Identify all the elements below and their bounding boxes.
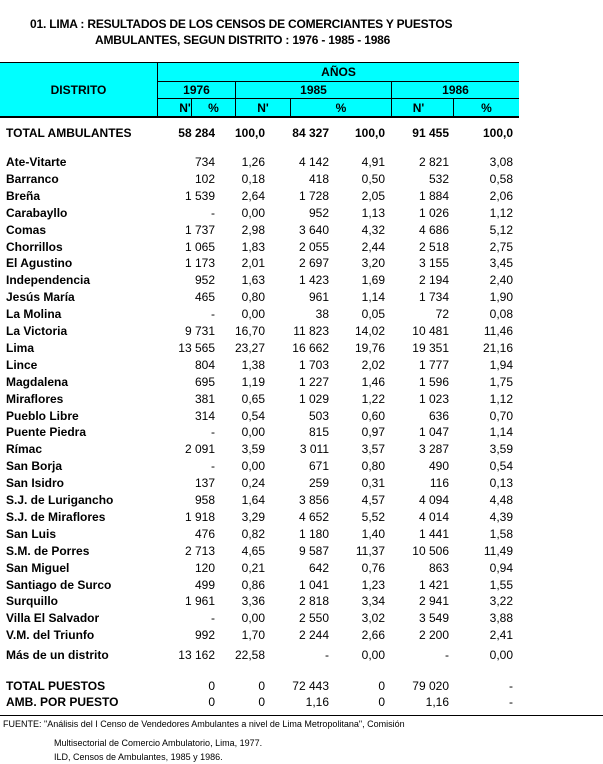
cell-num-1976: 958: [194, 493, 215, 507]
cell-pct-1976: 3,59: [241, 442, 265, 457]
cell-num-1986: 636: [428, 408, 449, 423]
cell-pct-1986: 0,00: [489, 648, 513, 662]
table-title-line-1: 01. LIMA : RESULTADOS DE LOS CENSOS DE COMERCIANTES Y PUESTOS: [30, 17, 453, 31]
cell-pct-1985: 1,23: [361, 577, 385, 592]
cell-num-1976: 476: [194, 526, 215, 541]
cell-num-1976: 1 737: [184, 222, 215, 237]
district-name: Surquillo: [6, 594, 58, 609]
district-name: Chorrillos: [6, 239, 63, 254]
table-row: [0, 593, 519, 610]
cell-pct-1985: 1,69: [361, 273, 385, 288]
cell-num-1976: 1 539: [184, 188, 215, 203]
cell-pct-1976: 1,26: [241, 155, 265, 169]
cell-num-1976: 0: [208, 695, 215, 709]
district-name: Independencia: [6, 273, 91, 288]
table-row: [0, 577, 519, 594]
cell-pct-1986: 0,13: [489, 476, 513, 491]
cell-num-1985: 11 823: [293, 324, 329, 338]
cell-num-1986: 2 194: [418, 273, 449, 288]
cell-num-1986: 2 941: [418, 594, 449, 609]
table-row: [0, 627, 519, 644]
cell-num-1976: 58 284: [178, 126, 215, 140]
cell-num-1986: 19 351: [412, 340, 449, 355]
district-name: Jesús María: [6, 290, 75, 305]
header-anos: AÑOS: [321, 65, 356, 79]
cell-pct-1986: 2,40: [489, 273, 513, 288]
cell-pct-1986: 3,45: [489, 256, 513, 271]
district-name: Magdalena: [6, 374, 69, 389]
header-pct-1985: %: [335, 101, 347, 115]
source-note-line-2: Multisectorial de Comercio Ambulatorio, Lima, 1977.: [54, 738, 263, 748]
mas-de-un-distrito-row: [0, 647, 519, 664]
cell-pct-1976: 3,36: [241, 594, 265, 609]
cell-num-1986: 1 596: [418, 374, 449, 389]
cell-pct-1976: 0,65: [241, 391, 265, 406]
cell-num-1976: 952: [194, 273, 215, 288]
cell-pct-1976: 1,38: [241, 357, 265, 372]
cell-num-1985: 4 142: [298, 155, 329, 169]
cell-num-1986: 10 481: [412, 324, 449, 338]
cell-pct-1986: 1,55: [489, 577, 513, 592]
cell-num-1986: -: [445, 648, 449, 662]
cell-num-1986: 10 506: [412, 543, 449, 558]
cell-num-1986: 1 734: [418, 290, 449, 305]
cell-pct-1976: 0,18: [241, 171, 265, 186]
table-row: [0, 357, 519, 374]
cell-num-1986: 72: [435, 307, 449, 322]
cell-num-1985: 1 423: [298, 273, 329, 288]
cell-pct-1986: -: [509, 679, 513, 693]
header-year-1976: 1976: [183, 83, 210, 97]
cell-pct-1986: 1,14: [489, 425, 513, 440]
district-name: Breña: [6, 188, 41, 203]
cell-pct-1976: 1,64: [241, 493, 265, 507]
cell-num-1976: 499: [194, 577, 215, 592]
district-name: Carabayllo: [6, 205, 68, 220]
cell-num-1985: 4 652: [298, 509, 329, 524]
cell-num-1986: 3 549: [418, 611, 449, 626]
district-name: San Isidro: [6, 476, 65, 491]
cell-pct-1985: 4,32: [361, 222, 385, 237]
district-name: Lince: [6, 357, 38, 372]
cell-pct-1976: 0,54: [241, 408, 265, 423]
cell-pct-1985: 3,20: [361, 256, 385, 271]
table-row: [0, 610, 519, 627]
cell-num-1985: 952: [308, 205, 329, 220]
cell-pct-1985: 1,22: [361, 391, 385, 406]
district-name: S.J. de Miraflores: [6, 509, 106, 524]
cell-num-1986: 1,16: [425, 695, 449, 709]
cell-num-1985: 2 244: [298, 628, 329, 643]
cell-num-1986: 1 441: [418, 526, 449, 541]
cell-pct-1985: 4,91: [361, 155, 385, 169]
table-row: [0, 509, 519, 526]
table-row: [0, 391, 519, 408]
cell-pct-1985: 4,57: [361, 493, 385, 507]
cell-pct-1986: 0,70: [489, 408, 513, 423]
source-note-line-3: ILD, Censos de Ambulantes, 1985 y 1986.: [54, 752, 223, 762]
cell-num-1985: 1 029: [298, 391, 329, 406]
cell-pct-1985: 0,60: [361, 408, 385, 423]
cell-num-1976: 137: [194, 476, 215, 491]
cell-pct-1985: 2,66: [361, 628, 385, 643]
cell-num-1976: 1 173: [184, 256, 215, 271]
cell-num-1985: 418: [308, 171, 329, 186]
table-row: [0, 340, 519, 357]
table-row: [0, 458, 519, 475]
footer-rule: [0, 715, 603, 716]
cell-pct-1986: 100,0: [482, 126, 513, 140]
cell-pct-1976: 0,24: [241, 476, 265, 491]
cell-num-1985: 16 662: [292, 340, 329, 355]
district-name: S.M. de Porres: [6, 543, 90, 558]
table-row: [0, 475, 519, 492]
cell-num-1986: 1 777: [418, 357, 449, 372]
table-title-line-2: AMBULANTES, SEGUN DISTRITO : 1976 - 1985 - 1986: [95, 33, 391, 47]
district-name: Lima: [6, 340, 35, 355]
cell-pct-1986: 3,59: [489, 442, 513, 457]
district-name: Puente Piedra: [6, 425, 87, 440]
cell-pct-1976: 0,80: [241, 290, 265, 305]
cell-num-1986: 863: [428, 560, 449, 575]
cell-num-1976: 465: [194, 290, 215, 305]
cell-num-1986: 1 884: [418, 188, 449, 203]
row-name: TOTAL PUESTOS: [6, 679, 106, 693]
cell-pct-1976: 2,64: [241, 188, 265, 203]
district-name: Comas: [6, 222, 47, 237]
header-pct-1976: %: [208, 101, 219, 115]
cell-pct-1976: 23,27: [234, 340, 265, 355]
cell-pct-1976: 1,19: [241, 374, 265, 389]
source-note-line-1: FUENTE: "Análisis del I Censo de Vendedores Ambulantes a nivel de Lima Metropolitana", Comisión: [3, 719, 405, 729]
cell-pct-1986: 0,08: [489, 307, 513, 322]
table-row: [0, 560, 519, 577]
cell-pct-1985: 0,76: [361, 560, 385, 575]
table-row: [0, 543, 519, 560]
cell-pct-1976: 100,0: [234, 126, 265, 140]
table-header: [0, 62, 519, 118]
cell-pct-1985: 0: [378, 679, 385, 693]
cell-num-1976: 0: [208, 679, 215, 693]
cell-num-1976: 734: [194, 155, 215, 169]
cell-num-1976: 102: [194, 171, 215, 186]
cell-num-1986: 4 686: [418, 222, 449, 237]
cell-pct-1986: 4,39: [489, 509, 513, 524]
total-ambulantes-row: [0, 125, 519, 142]
cell-pct-1985: 0,31: [361, 476, 385, 491]
cell-pct-1976: 3,29: [241, 509, 265, 524]
cell-pct-1986: 1,12: [489, 391, 513, 406]
cell-pct-1986: 11,49: [483, 543, 513, 558]
cell-num-1985: 3 856: [298, 493, 329, 507]
cell-num-1985: 642: [308, 560, 329, 575]
cell-num-1986: 4 014: [418, 509, 449, 524]
cell-pct-1986: 1,94: [489, 357, 513, 372]
cell-pct-1986: 1,90: [489, 290, 513, 305]
district-name: La Victoria: [6, 324, 68, 338]
cell-pct-1985: 2,05: [361, 188, 385, 203]
cell-num-1985: 1 703: [298, 357, 329, 372]
district-name: La Molina: [6, 307, 62, 322]
cell-num-1985: 72 443: [292, 679, 329, 693]
table-row: [0, 526, 519, 543]
cell-num-1985: 2 550: [298, 611, 329, 626]
cell-num-1976: 2 713: [184, 543, 215, 558]
table-row: [0, 272, 519, 289]
cell-pct-1976: 4,65: [241, 543, 265, 558]
cell-num-1976: 13 162: [178, 648, 215, 662]
header-num-1986: N': [412, 101, 425, 115]
cell-pct-1986: 1,58: [489, 526, 513, 541]
district-name: Villa El Salvador: [6, 611, 100, 626]
cell-pct-1986: 2,75: [489, 239, 513, 254]
cell-pct-1985: 5,52: [361, 509, 385, 524]
cell-pct-1986: 0,58: [489, 171, 513, 186]
cell-pct-1985: 3,57: [361, 442, 385, 457]
row-name: Más de un distrito: [6, 648, 109, 662]
cell-pct-1976: 0: [258, 695, 265, 709]
cell-num-1986: 1 023: [418, 391, 449, 406]
cell-num-1976: 695: [194, 374, 215, 389]
cell-pct-1985: 1,40: [361, 526, 385, 541]
total-puestos-row: [0, 678, 519, 695]
cell-pct-1976: 1,63: [241, 273, 265, 288]
cell-pct-1986: 5,12: [489, 222, 513, 237]
cell-pct-1985: 1,46: [361, 374, 385, 389]
cell-pct-1986: 3,08: [489, 155, 513, 169]
cell-num-1985: 2 697: [298, 256, 329, 271]
district-name: El Agustino: [6, 256, 73, 271]
cell-num-1976: -: [211, 205, 215, 220]
cell-num-1985: 38: [315, 307, 329, 322]
cell-num-1985: 1 041: [298, 577, 329, 592]
cell-pct-1986: 2,06: [489, 188, 513, 203]
cell-pct-1986: 0,94: [489, 560, 513, 575]
cell-num-1976: 1 961: [184, 594, 215, 609]
cell-pct-1976: 0,00: [241, 307, 265, 322]
cell-num-1986: 2 518: [418, 239, 449, 254]
header-num-1976: N': [179, 101, 191, 115]
table-row: [0, 255, 519, 272]
cell-pct-1976: 22,58: [234, 648, 265, 662]
cell-pct-1976: 0,82: [241, 526, 265, 541]
cell-num-1985: 84 327: [292, 126, 329, 140]
cell-num-1976: -: [211, 611, 215, 626]
cell-num-1976: 120: [194, 560, 215, 575]
district-name: S.J. de Lurigancho: [6, 493, 114, 507]
cell-pct-1986: 3,88: [489, 611, 513, 626]
table-row: [0, 323, 519, 340]
cell-num-1986: 3 155: [418, 256, 449, 271]
cell-num-1985: 2 818: [298, 594, 329, 609]
cell-pct-1985: 100,0: [354, 126, 385, 140]
table-row: [0, 239, 519, 256]
district-name: San Miguel: [6, 560, 70, 575]
cell-num-1985: 671: [308, 459, 329, 474]
cell-num-1976: -: [211, 307, 215, 322]
cell-pct-1985: 0,00: [361, 648, 385, 662]
cell-num-1985: 961: [308, 290, 329, 305]
cell-pct-1976: 0,00: [241, 611, 265, 626]
cell-pct-1986: 4,48: [489, 493, 513, 507]
cell-num-1976: 992: [194, 628, 215, 643]
cell-num-1986: 2 821: [418, 155, 449, 169]
cell-num-1986: 2 200: [418, 628, 449, 643]
cell-pct-1985: 1,14: [361, 290, 385, 305]
cell-num-1986: 79 020: [412, 679, 449, 693]
cell-pct-1976: 0,21: [241, 560, 265, 575]
district-name: Pueblo Libre: [6, 408, 79, 423]
cell-pct-1976: 16,70: [234, 324, 265, 338]
cell-pct-1986: 0,54: [489, 459, 513, 474]
amb-por-puesto-row: [0, 694, 519, 711]
cell-pct-1985: 0: [378, 695, 385, 709]
cell-num-1976: -: [211, 425, 215, 440]
table-row: [0, 205, 519, 222]
cell-num-1985: 815: [308, 425, 329, 440]
cell-pct-1985: 14,02: [354, 324, 385, 338]
cell-pct-1985: 3,34: [361, 594, 385, 609]
cell-pct-1985: 3,02: [361, 611, 385, 626]
cell-num-1986: 1 026: [418, 205, 449, 220]
cell-num-1986: 490: [428, 459, 449, 474]
cell-pct-1976: 0,00: [241, 425, 265, 440]
header-year-1985: 1985: [300, 83, 327, 97]
district-name: V.M. del Triunfo: [6, 628, 95, 643]
table-row: [0, 222, 519, 239]
cell-pct-1986: 2,41: [489, 628, 513, 643]
cell-pct-1976: 0,86: [241, 577, 265, 592]
cell-num-1976: -: [211, 459, 215, 474]
cell-num-1985: 1 728: [298, 188, 329, 203]
cell-num-1986: 3 287: [418, 442, 449, 457]
table-row: [0, 441, 519, 458]
cell-pct-1976: 2,98: [241, 222, 265, 237]
cell-num-1985: 3 640: [298, 222, 329, 237]
cell-pct-1976: 0,00: [241, 459, 265, 474]
cell-pct-1985: 0,05: [361, 307, 385, 322]
cell-pct-1985: 0,97: [361, 425, 385, 440]
cell-pct-1985: 0,50: [361, 171, 385, 186]
table-row: [0, 408, 519, 425]
cell-num-1985: 2 055: [298, 239, 329, 254]
cell-pct-1986: 1,75: [489, 374, 513, 389]
district-name: San Borja: [6, 459, 63, 474]
cell-num-1986: 91 455: [412, 126, 449, 140]
cell-pct-1985: 19,76: [354, 340, 385, 355]
cell-pct-1985: 2,02: [361, 357, 385, 372]
cell-num-1976: 13 565: [178, 340, 215, 355]
cell-pct-1986: 21,16: [482, 340, 513, 355]
cell-num-1986: 116: [429, 476, 449, 491]
district-name: Santiago de Surco: [6, 577, 112, 592]
row-name: TOTAL AMBULANTES: [6, 126, 132, 140]
cell-num-1986: 1 421: [418, 577, 449, 592]
cell-pct-1976: 0,00: [241, 205, 265, 220]
table-row: [0, 171, 519, 188]
cell-pct-1985: 1,13: [361, 205, 385, 220]
cell-pct-1986: -: [509, 695, 513, 709]
cell-pct-1986: 1,12: [489, 205, 513, 220]
cell-pct-1976: 0: [258, 679, 265, 693]
cell-num-1976: 9 731: [184, 324, 215, 338]
district-name: Barranco: [6, 171, 59, 186]
cell-num-1976: 2 091: [184, 442, 215, 457]
cell-pct-1976: 1,83: [241, 239, 265, 254]
cell-pct-1985: 0,80: [361, 459, 385, 474]
table-row: [0, 154, 519, 171]
cell-num-1976: 804: [194, 357, 215, 372]
cell-num-1976: 381: [194, 391, 215, 406]
cell-pct-1985: 2,44: [361, 239, 385, 254]
cell-pct-1976: 2,01: [241, 256, 265, 271]
cell-num-1985: 1 180: [298, 526, 329, 541]
cell-num-1985: 259: [308, 476, 329, 491]
table-row: [0, 289, 519, 306]
table-row: [0, 374, 519, 391]
cell-pct-1986: 3,22: [489, 594, 513, 609]
district-name: Miraflores: [6, 391, 64, 406]
cell-num-1986: 532: [428, 171, 449, 186]
cell-num-1985: 1 227: [298, 374, 329, 389]
district-name: Rímac: [6, 442, 43, 457]
cell-num-1986: 1 047: [418, 425, 449, 440]
cell-num-1976: 1 918: [184, 509, 215, 524]
cell-num-1976: 314: [194, 408, 215, 423]
cell-num-1986: 4 094: [418, 493, 449, 507]
header-distrito: DISTRITO: [50, 82, 107, 97]
cell-pct-1976: 1,70: [241, 628, 265, 643]
header-year-1986: 1986: [442, 83, 469, 97]
cell-pct-1986: 11,46: [483, 324, 513, 338]
cell-pct-1985: 11,37: [355, 543, 385, 558]
cell-num-1985: 503: [308, 408, 329, 423]
cell-num-1985: 9 587: [298, 543, 329, 558]
cell-num-1976: 1 065: [184, 239, 215, 254]
cell-num-1985: 3 011: [299, 442, 329, 457]
table-row: [0, 306, 519, 323]
district-name: San Luis: [6, 526, 57, 541]
row-name: AMB. POR PUESTO: [6, 695, 119, 709]
table-row: [0, 424, 519, 441]
district-name: Ate-Vitarte: [6, 155, 67, 169]
cell-num-1985: 1,16: [305, 695, 329, 709]
header-num-1985: N': [257, 101, 269, 115]
header-pct-1986: %: [481, 101, 492, 115]
table-row: [0, 188, 519, 205]
cell-num-1985: -: [325, 648, 329, 662]
table-row: [0, 492, 519, 509]
